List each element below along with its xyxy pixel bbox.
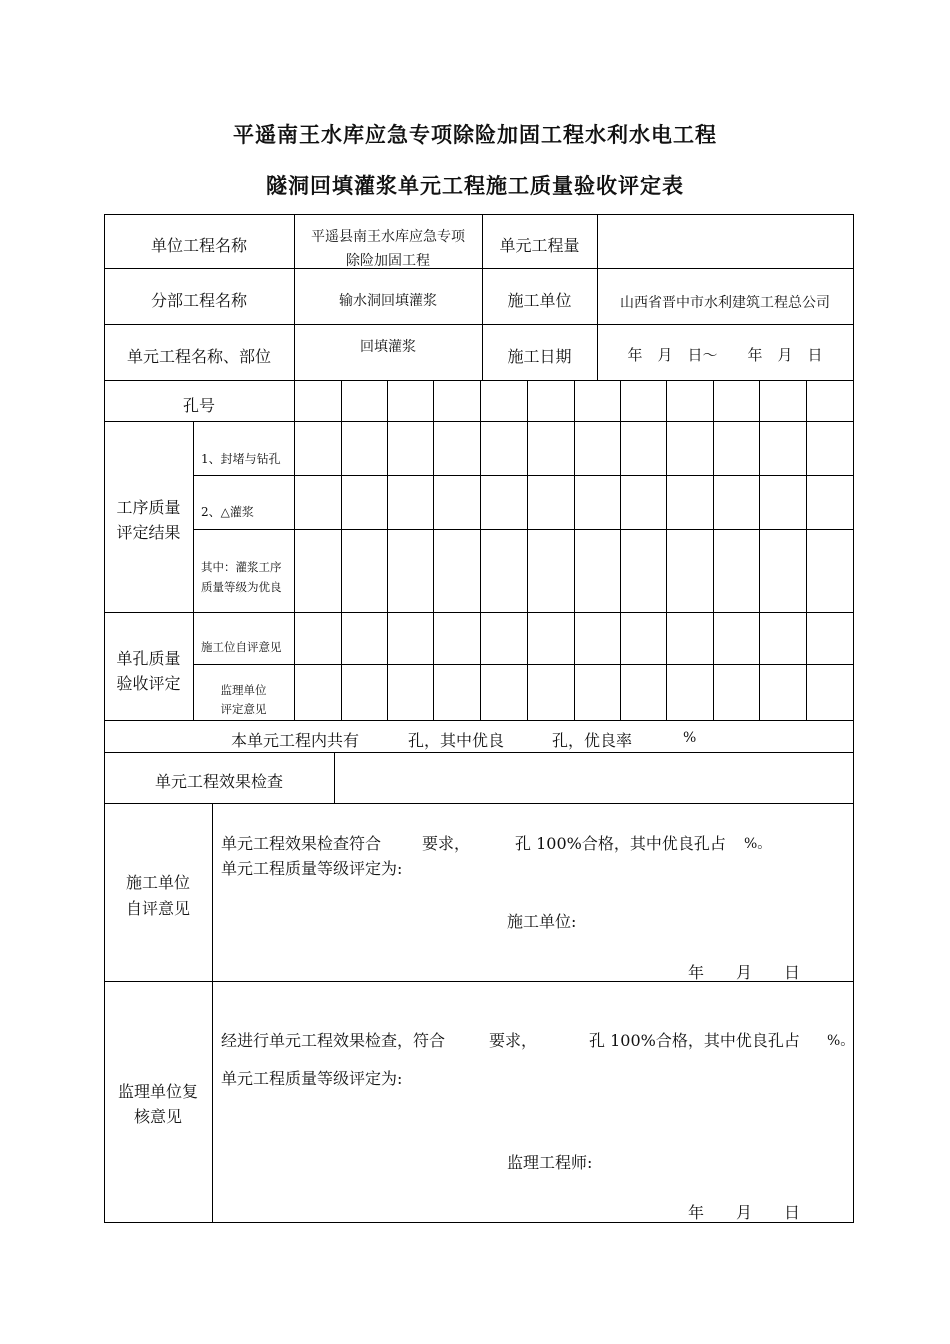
grid-line [387, 380, 388, 720]
grid-line [104, 752, 854, 753]
grid-line [193, 664, 854, 665]
supervisor-opinion-label-line2: 核意见 [133, 1107, 182, 1126]
date-label: 施工日期 [507, 347, 572, 366]
process-group-label-line1: 工序质量 [116, 498, 181, 517]
single-hole-label-line1: 单孔质量 [116, 649, 181, 668]
supervisor-date: 年 月 日 [688, 1203, 801, 1222]
division-label: 分部工程名称 [150, 291, 247, 310]
unit-quantity-label: 单元工程量 [499, 236, 580, 255]
contractor-label: 施工单位 [507, 291, 572, 310]
unit-project-label: 单位工程名称 [150, 236, 247, 255]
grid-line [104, 612, 854, 613]
grid-line [104, 380, 854, 381]
contractor-opinion-label-line1: 施工单位 [125, 873, 190, 892]
supervisor-opinion-label-line1: 监理单位复 [117, 1082, 198, 1101]
grid-line [433, 380, 434, 720]
supervisor-opinion-text-d: %。 [827, 1033, 855, 1049]
supervisor-opinion-text-b: 要求， [489, 1031, 538, 1050]
supervisor-opinion-text-a: 经进行单元工程效果检查，符合 [221, 1031, 446, 1050]
unit-project-value-line2: 除险加固工程 [346, 253, 430, 269]
grid-line [104, 803, 854, 804]
contractor-opinion-text-a: 单元工程效果检查符合 [221, 834, 382, 853]
single-hole-supervisor-line1: 监理单位 [220, 683, 267, 697]
process-group-label-line2: 评定结果 [116, 523, 181, 542]
contractor-opinion-text-c: 孔 100%合格，其中优良孔占 [515, 834, 726, 853]
grid-line [212, 803, 213, 1222]
grid-line [620, 380, 621, 720]
date-value: 年 月 日～ 年 月 日 [627, 346, 823, 364]
grid-line [341, 380, 342, 720]
supervisor-grade-line: 单元工程质量等级评定为: [221, 1069, 403, 1088]
form-title-line1: 平遥南王水库应急专项除险加固工程水利水电工程 [233, 122, 717, 147]
grid-line [104, 421, 854, 422]
grid-line [193, 421, 194, 720]
contractor-opinion-label-line2: 自评意见 [125, 899, 190, 918]
grid-line [806, 380, 807, 720]
contractor-signature-label: 施工单位: [507, 912, 577, 931]
supervisor-signature-label: 监理工程师: [507, 1153, 593, 1172]
grid-line [759, 380, 760, 720]
process-item-grouting: 2、△灌浆 [201, 505, 254, 519]
hole-number-label: 孔号 [182, 396, 215, 415]
grid-line [193, 475, 854, 476]
grid-line [294, 421, 295, 720]
summary-excellent-text: 孔，其中优良 [408, 731, 505, 750]
grid-line [334, 752, 335, 803]
single-hole-self-eval: 施工位自评意见 [201, 640, 282, 654]
element-label: 单元工程名称、部位 [126, 347, 271, 366]
single-hole-label-line2: 验收评定 [116, 674, 181, 693]
summary-percent-sign: % [683, 730, 697, 746]
grid-line [527, 380, 528, 720]
grid-line [713, 380, 714, 720]
division-value: 输水洞回填灌浆 [339, 293, 437, 309]
contractor-value: 山西省晋中市水利建筑工程总公司 [620, 295, 830, 311]
grid-line [104, 324, 854, 325]
grid-line [104, 720, 854, 721]
grid-line [666, 380, 667, 720]
process-item-excellent-line2: 质量等级为优良 [201, 580, 282, 594]
contractor-opinion-text-b: 要求， [422, 834, 471, 853]
element-value: 回填灌浆 [360, 339, 416, 355]
grid-line [480, 380, 481, 720]
process-item-seal-drill: 1、封堵与钻孔 [201, 452, 281, 466]
summary-rate-text: 孔，优良率 [552, 731, 633, 750]
grid-line [193, 529, 854, 530]
contractor-opinion-text-d: %。 [744, 836, 772, 852]
grid-line [104, 214, 854, 215]
unit-project-value-line1: 平遥县南王水库应急专项 [311, 229, 465, 245]
effect-check-label: 单元工程效果检查 [154, 772, 283, 791]
contractor-date: 年 月 日 [688, 963, 801, 982]
contractor-grade-line: 单元工程质量等级评定为: [221, 859, 403, 878]
grid-line [574, 380, 575, 720]
supervisor-opinion-text-c: 孔 100%合格，其中优良孔占 [589, 1031, 800, 1050]
form-title-line2: 隧洞回填灌浆单元工程施工质量验收评定表 [266, 173, 684, 198]
process-item-excellent-line1: 其中：灌浆工序 [201, 560, 282, 574]
summary-total-text: 本单元工程内共有 [231, 731, 360, 750]
single-hole-supervisor-line2: 评定意见 [220, 702, 267, 716]
grid-line [853, 214, 854, 1223]
